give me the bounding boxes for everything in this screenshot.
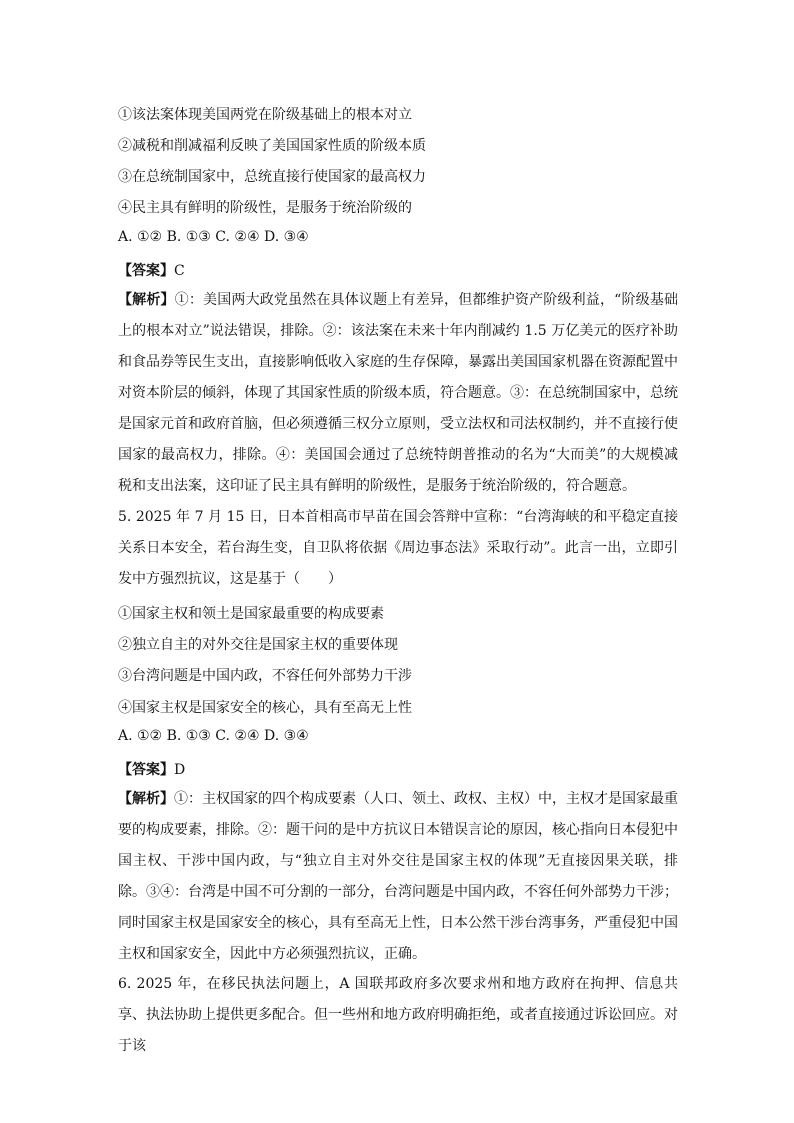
q6-stem: 6. 2025 年，在移民执法问题上，A 国联邦政府多次要求州和地方政府在拘押、信息共享、执法协助上提供更多配合。但一些州和地方政府明确拒绝，或者直接通过诉讼回应。对于该	[118, 976, 678, 1054]
q5-answer	[118, 759, 185, 779]
answer-label: 【答案】	[118, 762, 174, 778]
q5-option-2: ②独立自主的对外交往是国家主权的重要体现	[118, 637, 398, 653]
q5-option-3: ③台湾问题是中国内政，不容任何外部势力干涉	[118, 668, 412, 684]
q4-choices: A. ①② B. ①③ C. ②④ D. ③④	[118, 229, 309, 245]
answer-label: 【答案】	[118, 263, 174, 279]
analysis-label: 【解析】	[118, 791, 174, 807]
q4-answer	[118, 260, 185, 280]
q5-choices: A. ①② B. ①③ C. ②④ D. ③④	[118, 728, 309, 744]
analysis-text: ①：美国两大政党虽然在具体议题上有差异，但都维护资产阶级利益，“阶级基础上的根本对立”说法错误，排除。②：该法案在未来十年内削减约 1.5 万亿美元的医疗补助和食品券等民生支出，直接影响低收入家庭的生存保障，暴露出美国国家机器在资源配置中对资本阶层的倾斜，体现了其国家性质的阶级本质，符合题意。③：在总统制国家中，总统是国家元首和政府首脑，但必须遵循三权分立原则，受立法权和司法权制约，并不直接行使国家的最高权力，排除。④：美国国会通过了总统特朗普推动的名为“大而美”的大规模减税和支出法案，这印证了民主具有鲜明的阶级性，是服务于统治阶级的，符合题意。	[118, 292, 679, 494]
q5-option-1: ①国家主权和领土是国家最重要的构成要素	[118, 606, 384, 622]
analysis-label: 【解析】	[118, 292, 175, 308]
q4-option-1: ①该法案体现美国两党在阶级基础上的根本对立	[118, 107, 412, 123]
q5-option-4: ④国家主权是国家安全的核心，具有至高无上性	[118, 700, 412, 716]
q5-analysis	[118, 784, 678, 970]
answer-value: D	[174, 762, 186, 778]
q4-option-2: ②减税和削减福利反映了美国国家性质的阶级本质	[118, 138, 426, 154]
q4-option-4: ④民主具有鲜明的阶级性，是服务于统治阶级的	[118, 200, 412, 216]
answer-value: C	[174, 263, 185, 279]
q4-analysis	[118, 285, 678, 502]
q5-stem: 5. 2025 年 7 月 15 日，日本首相高市早苗在国会答辩中宣称：“台湾海峡的和平稳定直接关系日本安全，若台海生变，自卫队将依据《周边事态法》采取行动”。此言一出，立即引发中方强烈抗议，这是基于（ ）	[118, 509, 678, 587]
q4-option-3: ③在总统制国家中，总统直接行使国家的最高权力	[118, 169, 426, 185]
analysis-text: ①：主权国家的四个构成要素（人口、领土、政权、主权）中，主权才是国家最重要的构成要素，排除。②：题干问的是中方抗议日本错误言论的原因，核心指向日本侵犯中国主权、干涉中国内政，与“独立自主对外交往是国家主权的体现”无直接因果关联，排除。③④：台湾是中国不可分割的一部分，台湾问题是中国内政，不容任何外部势力干涉；同时国家主权是国家安全的核心，具有至高无上性，日本公然干涉台湾事务，严重侵犯中国主权和国家安全，因此中方必须强烈抗议，正确。	[118, 791, 678, 962]
